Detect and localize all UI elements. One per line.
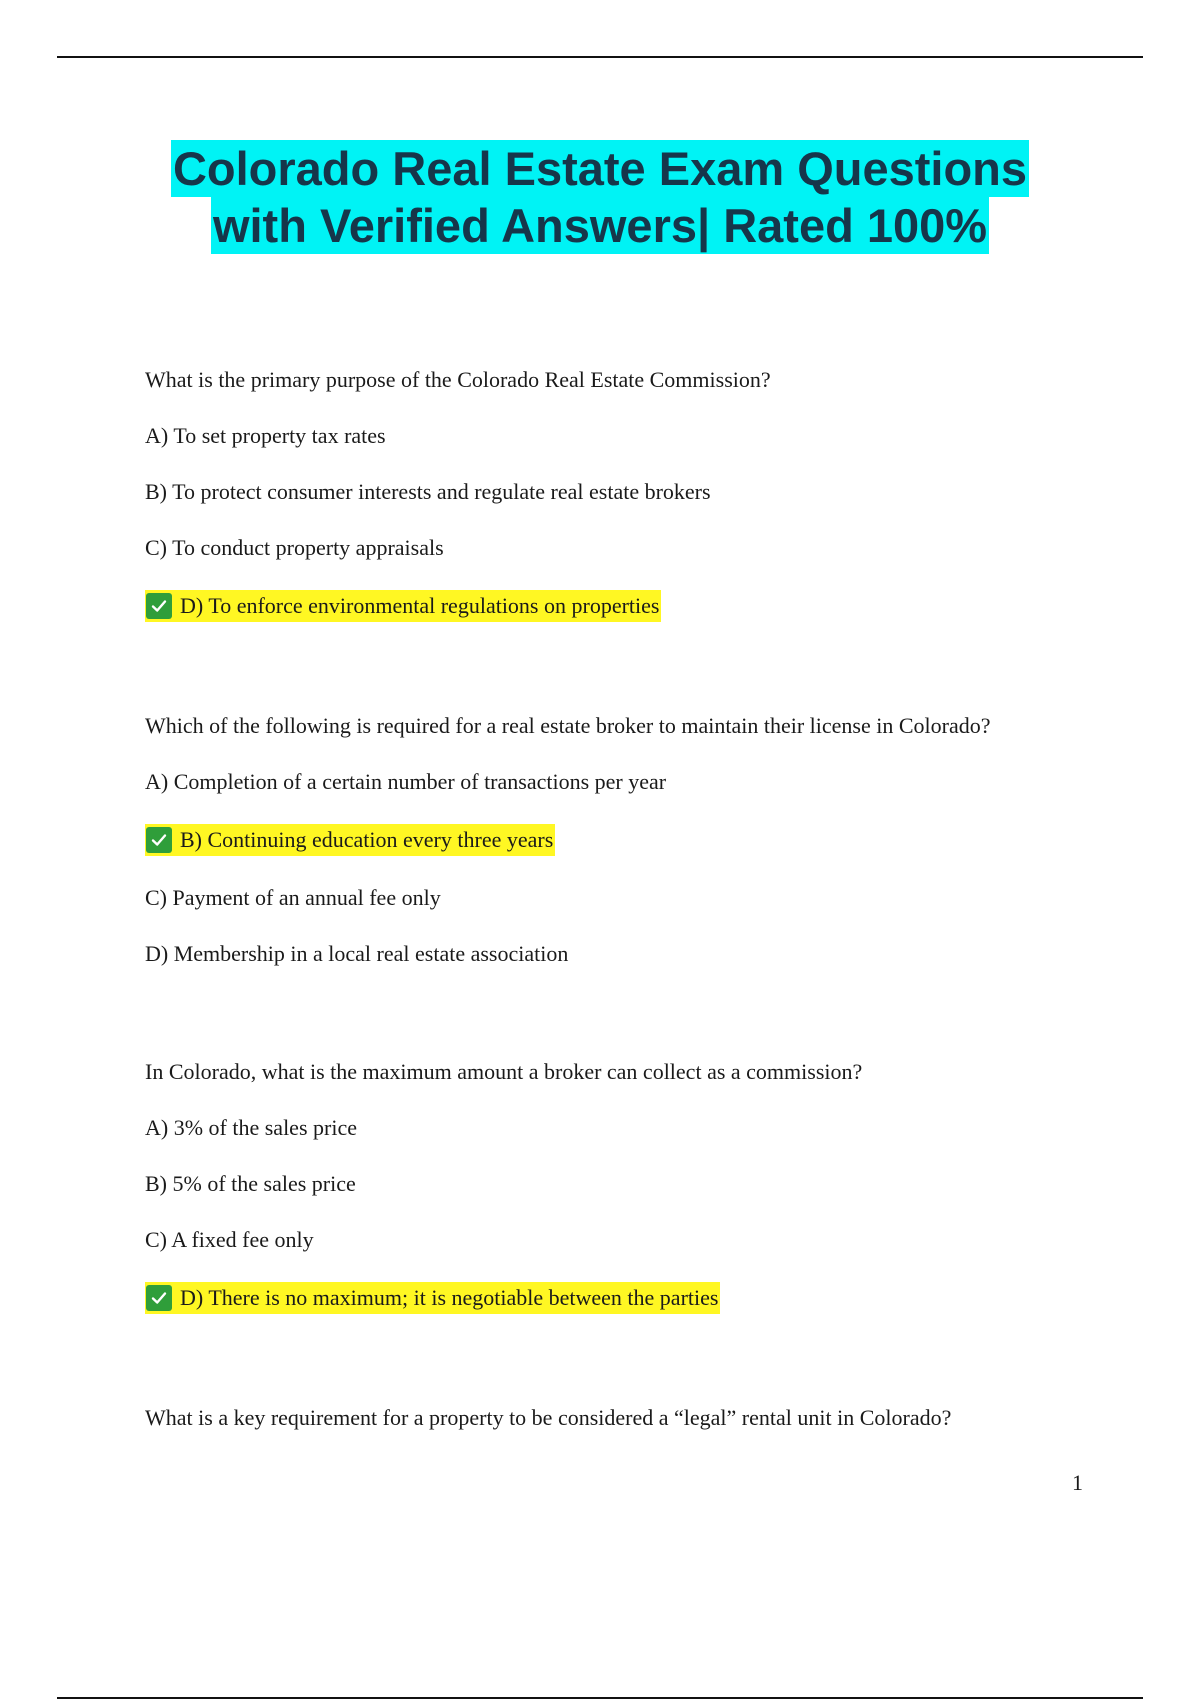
title-line-2: with Verified Answers| Rated 100%: [212, 199, 988, 252]
option-d: D) Membership in a local real estate association: [145, 941, 569, 966]
top-rule: [57, 56, 1143, 58]
option-d-correct: [145, 590, 1105, 622]
title-line-1: Colorado Real Estate Exam Questions: [172, 142, 1028, 195]
option-label: B) Continuing education every three years: [180, 827, 554, 852]
check-mark-icon: [146, 1285, 172, 1311]
option-b: B) 5% of the sales price: [145, 1171, 356, 1196]
check-mark-icon: [146, 593, 172, 619]
answer-highlight: [145, 1282, 720, 1314]
option-label: D) There is no maximum; it is negotiable between the parties: [180, 1285, 719, 1310]
question-list: [145, 366, 1105, 1460]
option-b: B) To protect consumer interests and regulate real estate brokers: [145, 479, 711, 504]
page-number: 1: [1072, 1470, 1083, 1495]
spacer: [145, 1342, 1105, 1404]
question-3: [145, 1058, 1105, 1314]
option-d-correct: [145, 1282, 1105, 1314]
question-1: [145, 366, 1105, 622]
check-mark-icon: [146, 827, 172, 853]
spacer: [145, 650, 1105, 712]
option-label: D) To enforce environmental regulations on properties: [180, 593, 660, 618]
bottom-rule: [57, 1697, 1143, 1699]
question-text: In Colorado, what is the maximum amount a broker can collect as a commission?: [145, 1059, 863, 1084]
question-text: What is the primary purpose of the Colorado Real Estate Commission?: [145, 367, 771, 392]
spacer: [145, 996, 1105, 1058]
document-title: [0, 140, 1200, 254]
option-c: C) To conduct property appraisals: [145, 535, 444, 560]
option-c: C) A fixed fee only: [145, 1227, 314, 1252]
question-2: [145, 712, 1105, 968]
question-4: [145, 1404, 1105, 1432]
option-c: C) Payment of an annual fee only: [145, 885, 441, 910]
question-text: What is a key requirement for a property to be considered a “legal” rental unit in Colorado?: [145, 1405, 952, 1430]
answer-highlight: [145, 824, 555, 856]
question-text: Which of the following is required for a real estate broker to maintain their license in Colorado?: [145, 713, 991, 738]
option-a: A) To set property tax rates: [145, 423, 386, 448]
option-b-correct: [145, 824, 1105, 856]
answer-highlight: [145, 590, 661, 622]
option-a: A) Completion of a certain number of transactions per year: [145, 769, 667, 794]
option-a: A) 3% of the sales price: [145, 1115, 357, 1140]
